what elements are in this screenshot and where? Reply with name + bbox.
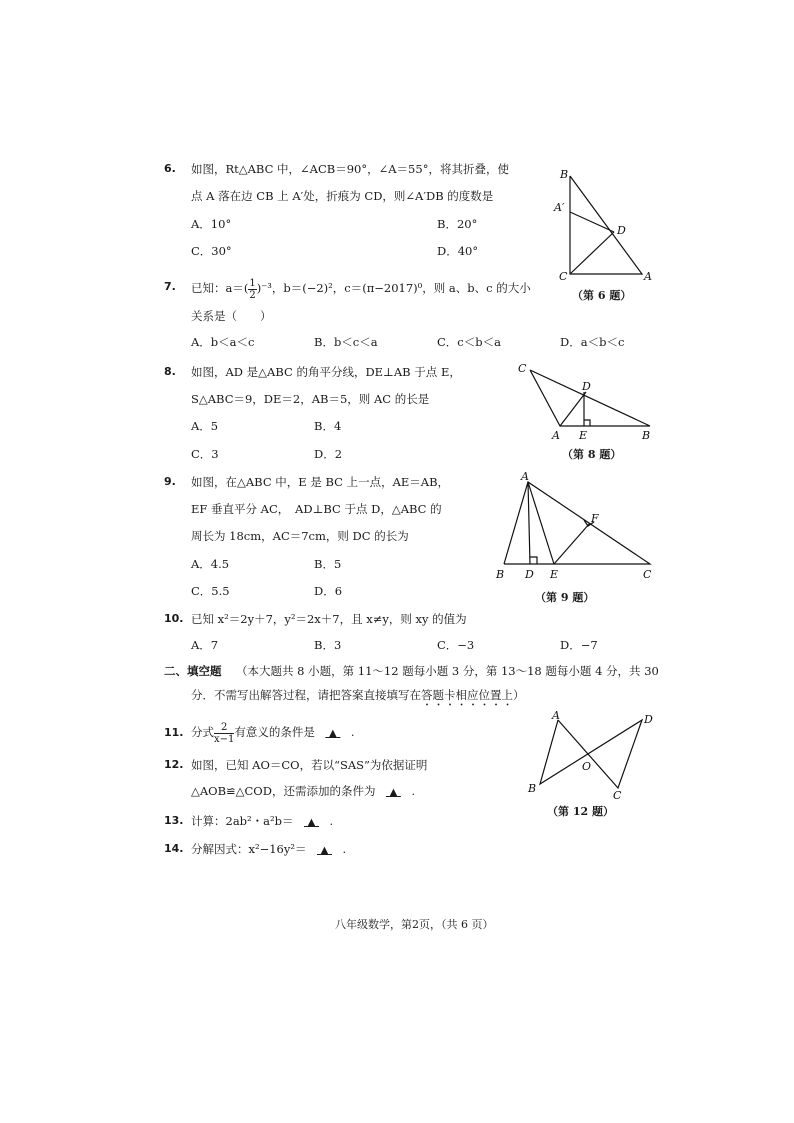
q11-frac-den: x−1 — [214, 733, 235, 745]
q12-blank-triangle: ▲ — [389, 787, 398, 798]
q9-caption: （第 9 题） — [535, 591, 595, 604]
q8-label-a: A — [552, 429, 560, 442]
section2-intro-line2 — [191, 687, 525, 709]
q9-option-a: A．4.5 — [191, 557, 230, 571]
q8-caption: （第 8 题） — [562, 448, 622, 461]
q7-option-c: C．c＜b＜a — [437, 335, 501, 349]
q6-label-c: C — [559, 270, 568, 283]
q12-caption: （第 12 题） — [547, 805, 614, 818]
q8-label-c: C — [518, 362, 527, 375]
q12-label-c: C — [613, 789, 622, 800]
q9-number: 9. — [164, 475, 176, 488]
q11-answer-blank — [315, 719, 351, 747]
q9-option-d: D．6 — [314, 584, 343, 598]
q7-text-line2: 关系是（ ） — [191, 309, 272, 323]
q8-label-e: E — [579, 429, 588, 442]
q11-text-post: 有意义的条件是 — [234, 725, 315, 739]
q10-number: 10. — [164, 612, 184, 625]
q6-label-aprime: A′ — [554, 201, 565, 214]
q14-text — [191, 841, 346, 859]
q12-label-o: O — [582, 760, 592, 773]
q10-option-d: D．−7 — [560, 638, 598, 652]
q8-number: 8. — [164, 365, 176, 378]
q6-option-a: A．10° — [191, 217, 232, 231]
q8-option-c: C．3 — [191, 447, 219, 461]
q12-text-line2 — [191, 783, 415, 801]
q11-end: . — [350, 725, 355, 739]
q12-label-a: A — [552, 709, 560, 722]
q14-end: . — [342, 842, 347, 856]
q9-label-c: C — [643, 568, 652, 581]
q11-blank-triangle: ▲ — [329, 728, 337, 739]
q8-figure — [512, 360, 662, 444]
q10-option-c: C．−3 — [437, 638, 475, 652]
q13-text — [191, 813, 333, 831]
q6-label-d: D — [617, 224, 626, 237]
q14-text-main: 分解因式：x²−16y²＝ — [191, 842, 307, 856]
q12-number: 12. — [164, 758, 184, 771]
q9-text-line2: EF 垂直平分 AC， AD⊥BC 于点 D，△ABC 的 — [191, 502, 442, 516]
q7-option-d: D．a＜b＜c — [560, 335, 625, 349]
q11-number: 11. — [164, 726, 184, 739]
q9-label-d: D — [525, 568, 534, 581]
section2-intro-emphasis: 答题卡相应位置上 — [421, 688, 513, 702]
q7-fraction — [248, 278, 256, 301]
q9-option-c: C．5.5 — [191, 584, 230, 598]
q13-text-main: 计算：2ab²・a²b＝ — [191, 814, 294, 828]
q6-figure — [550, 164, 660, 284]
q6-label-b: B — [560, 168, 569, 181]
q8-text-line1: 如图，AD 是△ABC 的角平分线，DE⊥AB 于点 E， — [191, 365, 461, 379]
q9-option-b: B．5 — [314, 557, 342, 571]
q12-label-b: B — [528, 782, 537, 795]
q7-text-post: )⁻³，b＝(−2)²，c＝(π−2017)⁰，则 a、b、c 的大小 — [256, 281, 531, 295]
q8-label-b: B — [642, 429, 651, 442]
q11-frac-num: 2 — [214, 722, 234, 734]
q11-fraction — [214, 722, 234, 745]
q7-text-pre: 已知：a＝( — [191, 281, 249, 295]
q9-text-line3: 周长为 18cm，AC＝7cm，则 DC 的长为 — [191, 529, 409, 543]
q14-number: 14. — [164, 842, 184, 855]
q7-option-b: B．b＜c＜a — [314, 335, 378, 349]
q6-option-b: B．20° — [437, 217, 478, 231]
q13-number: 13. — [164, 814, 184, 827]
q7-frac-num: 1 — [249, 277, 256, 289]
q6-label-a: A — [644, 270, 652, 283]
q8-option-b: B．4 — [314, 419, 342, 433]
q13-blank-triangle: ▲ — [307, 817, 316, 828]
q6-number: 6. — [164, 162, 176, 175]
q7-number: 7. — [164, 280, 176, 293]
q7-option-a: A．b＜a＜c — [191, 335, 255, 349]
q9-label-a: A — [521, 470, 529, 483]
q12-figure — [520, 708, 660, 800]
q14-blank-triangle: ▲ — [320, 845, 329, 856]
q12-answer-blank — [375, 783, 411, 801]
q9-text-line1: 如图，在△ABC 中，E 是 BC 上一点，AE＝AB， — [191, 475, 450, 489]
section2-intro-pre: 分．不需写出解答过程，请把答案直接填写在 — [191, 688, 421, 702]
q9-figure — [490, 470, 660, 588]
q10-option-b: B．3 — [314, 638, 342, 652]
q6-text-line2: 点 A 落在边 CB 上 A′处，折痕为 CD，则∠A′DB 的度数是 — [191, 189, 494, 203]
q13-end: . — [329, 814, 334, 828]
section2-heading: 二、填空题 — [164, 664, 222, 678]
q8-option-d: D．2 — [314, 447, 343, 461]
q6-caption: （第 6 题） — [572, 289, 632, 302]
q11-text-pre: 分式 — [191, 725, 214, 739]
q13-answer-blank — [293, 813, 329, 831]
q9-label-b: B — [496, 568, 505, 581]
section2-intro-post: ） — [513, 688, 525, 702]
q14-answer-blank — [306, 841, 342, 859]
q6-option-c: C．30° — [191, 244, 232, 258]
q12-end: . — [411, 784, 416, 798]
q9-label-f: F — [591, 512, 599, 525]
q12-text-line2-main: △AOB≌△COD，还需添加的条件为 — [191, 784, 376, 798]
q10-text-line1: 已知 x²＝2y＋7，y²＝2x＋7，且 x≠y，则 xy 的值为 — [191, 612, 467, 626]
q7-frac-den: 2 — [249, 289, 256, 301]
q8-text-line2: S△ABC＝9，DE＝2，AB＝5，则 AC 的长是 — [191, 392, 430, 406]
q12-label-d: D — [644, 713, 653, 726]
q8-label-d: D — [582, 380, 591, 393]
q12-text-line1: 如图，已知 AO＝CO，若以“SAS”为依据证明 — [191, 758, 428, 772]
q10-option-a: A．7 — [191, 638, 219, 652]
q9-label-e: E — [550, 568, 559, 581]
q11-text — [191, 719, 355, 747]
q6-text-line1: 如图，Rt△ABC 中，∠ACB＝90°，∠A＝55°，将其折叠，使 — [191, 162, 509, 176]
section2-intro-line1: （本大题共 8 小题，第 11～12 题每小题 3 分，第 13～18 题每小题 4 分，共 30 — [236, 664, 659, 678]
q7-text-line1 — [191, 277, 531, 301]
q6-option-d: D．40° — [437, 244, 479, 258]
q8-option-a: A．5 — [191, 419, 219, 433]
page-footer: 八年级数学，第2页，（共 6 页） — [335, 918, 494, 931]
